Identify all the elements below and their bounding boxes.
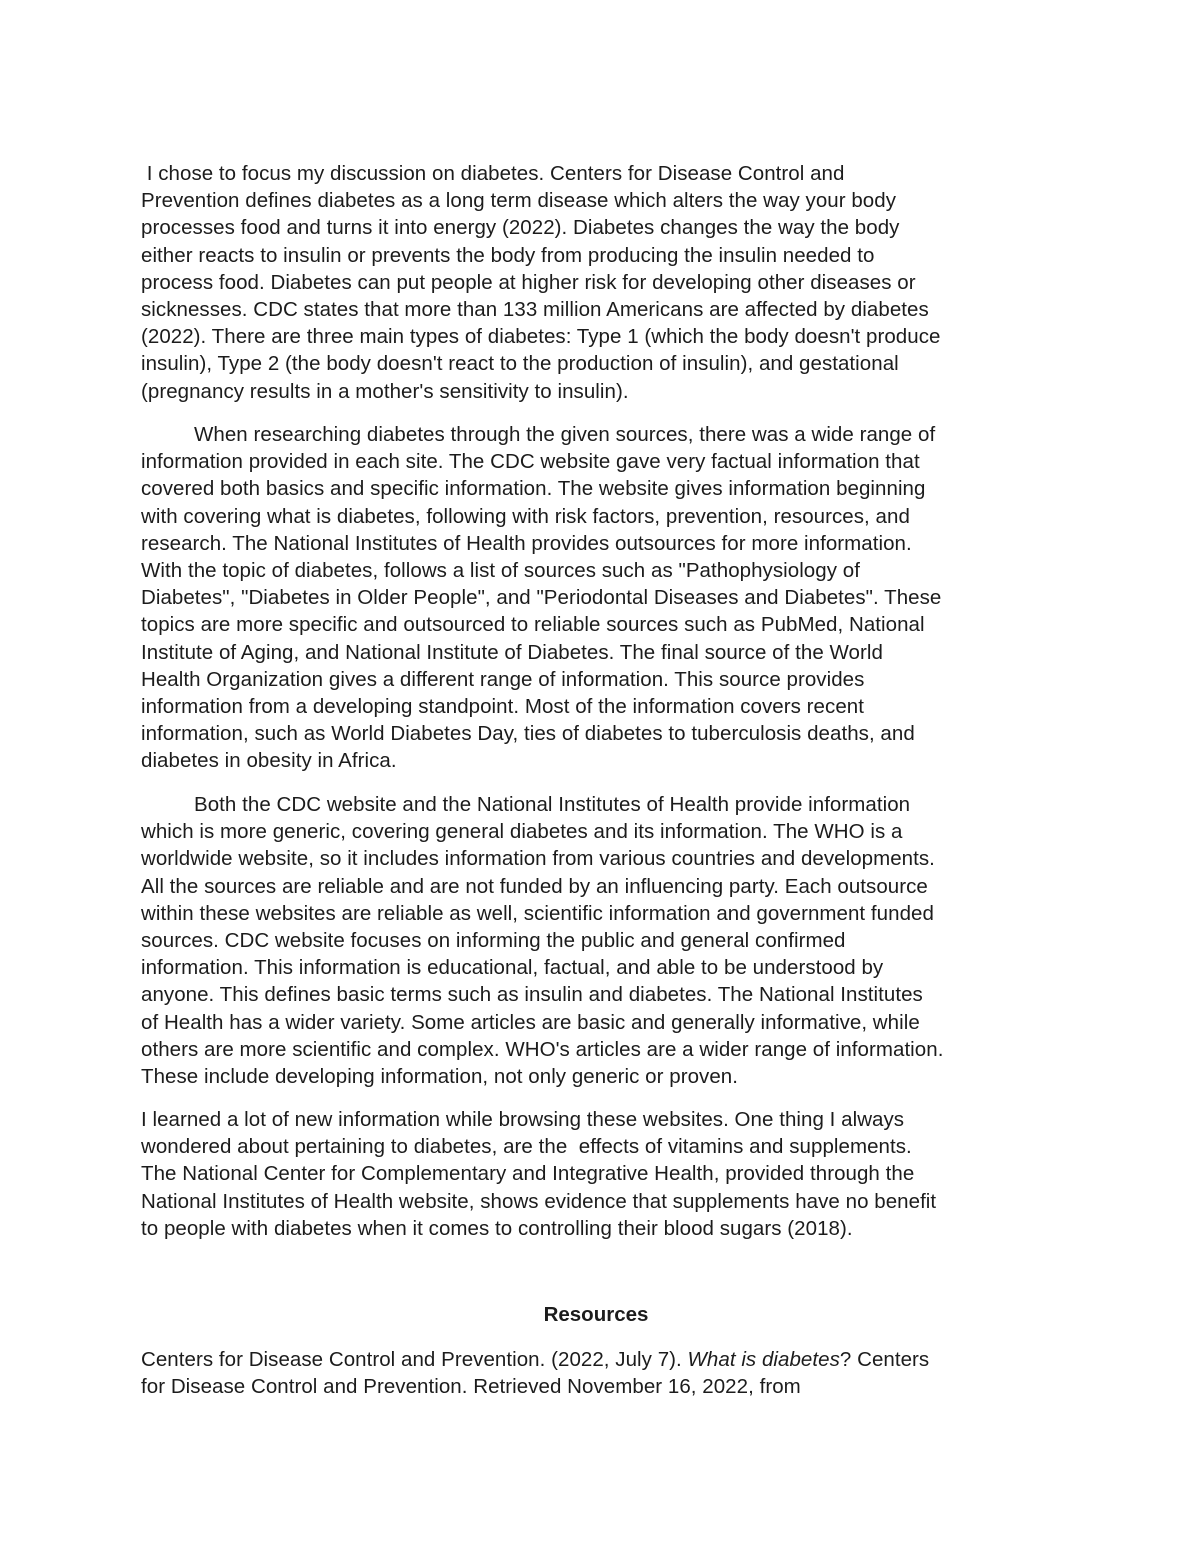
paragraph-line: information. This information is educational, factual, and able to be understood by [141,956,884,980]
paragraph-line: National Institutes of Health website, shows evidence that supplements have no benefit [141,1189,937,1213]
reference-text: Centers for Disease Control and Prevention. (2022, July 7). [141,1348,688,1371]
paragraph-line: information from a developing standpoint. Most of the information covers recent [141,695,864,719]
paragraph-line: sources. CDC website focuses on informing the public and general confirmed [141,929,846,953]
paragraph-line: covered both basics and specific information. The website gives information beginning [141,477,926,501]
paragraph-line: process food. Diabetes can put people at higher risk for developing other diseases or [141,270,916,294]
paragraph-line: to people with diabetes when it comes to controlling their blood sugars (2018). [141,1216,853,1240]
reference-entry [141,1346,1071,1400]
paragraph-intro [141,160,1071,405]
paragraph-line: of Health has a wider variety. Some articles are basic and generally informative, while [141,1010,920,1034]
paragraph-line: either reacts to insulin or prevents the body from producing the insulin needed to [141,243,875,267]
paragraph-line: The National Center for Complementary and Integrative Health, provided through the [141,1162,915,1186]
paragraph-line: others are more scientific and complex. WHO's articles are a wider range of information. [141,1037,944,1061]
paragraph-line: (pregnancy results in a mother's sensitivity to insulin). [141,379,629,403]
paragraph-line: insulin), Type 2 (the body doesn't react to the production of insulin), and gestational [141,352,899,376]
paragraph-line: information, such as World Diabetes Day, ties of diabetes to tuberculosis deaths, and [141,722,915,746]
paragraph-line: information provided in each site. The CDC website gave very factual information that [141,450,920,474]
paragraph-line: anyone. This defines basic terms such as insulin and diabetes. The National Institutes [141,983,923,1007]
reference-line [141,1346,1071,1373]
paragraph-line: (2022). There are three main types of diabetes: Type 1 (which the body doesn't produce [141,325,941,349]
paragraph-line: worldwide website, so it includes information from various countries and developments. [141,847,935,871]
paragraph-reliability [141,791,1071,1090]
paragraph-line: Prevention defines diabetes as a long term disease which alters the way your body [141,189,897,213]
resources-heading: Resources [543,1303,649,1326]
paragraph-line: All the sources are reliable and are not funded by an influencing party. Each outsource [141,874,928,898]
paragraph-line: With the topic of diabetes, follows a list of sources such as "Pathophysiology of [141,559,860,583]
paragraph-line: Diabetes", "Diabetes in Older People", and "Periodontal Diseases and Diabetes". These [141,586,942,610]
paragraph-sources-comparison [141,421,1071,775]
paragraph-line: with covering what is diabetes, following with risk factors, prevention, resources, and [141,504,910,528]
paragraph-line: within these websites are reliable as well, scientific information and government funded [141,901,934,925]
paragraph-line: research. The National Institutes of Health provides outsources for more information. [141,531,912,555]
paragraph-line: I chose to focus my discussion on diabetes. Centers for Disease Control and [141,162,845,185]
paragraph-line: sicknesses. CDC states that more than 133 million Americans are affected by diabetes [141,298,929,322]
paragraph-line: I learned a lot of new information while browsing these websites. One thing I always [141,1108,905,1131]
reference-title: What is diabetes [687,1348,840,1371]
paragraph-line: wondered about pertaining to diabetes, are the effects of vitamins and supplements. [141,1135,912,1159]
reference-text: ? Centers [839,1348,930,1371]
paragraph-line: diabetes in obesity in Africa. [141,749,397,773]
paragraph-line: which is more generic, covering general diabetes and its information. The WHO is a [141,820,903,844]
reference-line: for Disease Control and Prevention. Retrieved November 16, 2022, from [141,1375,801,1399]
paragraph-line: processes food and turns it into energy (2022). Diabetes changes the way the body [141,216,900,240]
paragraph-learned [141,1106,1071,1242]
paragraph-line: Health Organization gives a different range of information. This source provides [141,667,865,691]
paragraph-line: When researching diabetes through the given sources, there was a wide range of [194,423,936,446]
paragraph-line: These include developing information, not only generic or proven. [141,1065,738,1089]
paragraph-line: Institute of Aging, and National Institute of Diabetes. The final source of the World [141,640,883,664]
paragraph-line: topics are more specific and outsourced to reliable sources such as PubMed, National [141,613,925,637]
paragraph-line: Both the CDC website and the National Institutes of Health provide information [194,793,911,816]
